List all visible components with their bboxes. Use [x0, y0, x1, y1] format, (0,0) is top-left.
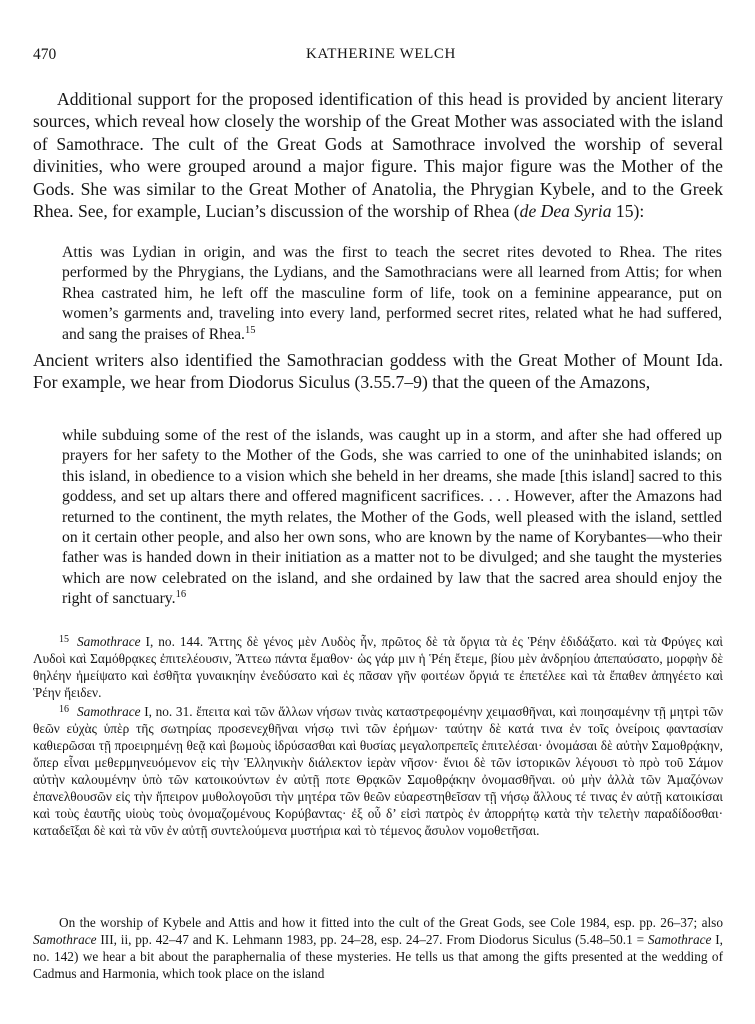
running-head: KATHERINE WELCH: [306, 46, 456, 62]
paragraph-1: Additional support for the proposed identification of this head is provided by ancient literary sources, which reveal how closely the worship of the Great Mother was associated with the island of Samothrace. The cult of the Great Gods at Samothrace involved the worship of several divinities, who were grouped around a major figure. This major figure was the Mother of the Gods. She was similar to the Great Mother of Anatolia, the Phrygian Kybele, and to the Greek Rhea. See, for example, Lucian’s discussion of the worship of Rhea (de Dea Syria 15):: [33, 89, 723, 222]
footnote-16-continuation: On the worship of Kybele and Attis and how it fitted into the cult of the Great Gods, see Cole 1984, esp. pp. 26–37; also Samothrace III, ii, pp. 42–47 and K. Lehmann 1983, pp. 24–28, esp. 24–27. From Diodorus Siculus (5.48–50.1 = Samothrace I, no. 142) we hear a bit about the paraphernalia of these mysteries. He tells us that among the gifts presented at the wedding of Cadmus and Harmonia, which took place on the island: [33, 915, 723, 981]
footnote-16: $^{16}$ Samothrace I, no. 31. ἔπειτα καὶ τῶν ἄλλων νήσων τινὰς καταστρεφομένην χειμασθῆναι, καὶ ποιησαμένην τῇ μητρὶ τῶν θεῶν εὐχὰς ὑπὲρ τῆς σωτηρίας προσενεχθῆναι νήσῳ τινὶ τῶν ἐρήμων· ταύτην δὲ κατά τινα ἐν τοῖς ὀνείροις φαντασίαν καθιερῶσαι τῇ προειρημένῃ θεᾷ καὶ βωμοὺς ἱδρύσασθαι καὶ θυσίας μεγαλοπρεπεῖς ἐπιτελέσαι· ὀνομάσαι δὲ αὐτὴν Σαμοθρᾴκην, ὅπερ εἶναι μεθερμηνευόμενον εἰς τὴν Ἑλληνικὴν διάλεκτον ἱερὰν νῆσον· ἔνιοι δὲ τῶν ἱστορικῶν λέγουσι τὸ πρὸ τοῦ Σάμον αὐτὴν καλουμένην ὑπὸ τῶν κατοικούντων ἐν αὐτῇ ποτε Θρᾳκῶν Σαμοθρᾴκην ὀνομασθῆναι. οὐ μὴν ἀλλὰ τῶν Ἀμαζόνων ἐπανελθουσῶν εἰς τὴν ἤπειρον μυθολογοῦσι τὴν μητέρα τῶν θεῶν εὐαρεστηθεῖσαν τῇ νήσῳ ἄλλους τέ τινας ἐν αὐτῇ κατοικίσαι καὶ τοὺς ἑαυτῆς υἱοὺς τοὺς ὀνομαζομένους Κορύβαντας· ἐξ οὗ δ’ εἰσὶ πατρὸς ἐν ἀπορρήτῳ κατὰ τὴν τελετὴν παραδίδοσθαι· καταδεῖξαι δὲ καὶ τὰ νῦν ἐν αὐτῇ συντελούμενα μυστήρια καὶ τὸ τέμενος ἄσυλον νομοθετῆσαι.: [33, 704, 723, 838]
greek-text: ἔπειτα καὶ τῶν ἄλλων νήσων τινὰς καταστρεφομένην χειμασθῆναι, καὶ ποιησαμένην τῇ μητρὶ τῶν θεῶν εὐχὰς ὑπὲρ τῆς σωτηρίας προσενεχθῆναι νήσῳ τινὶ τῶν ἐρήμων· ταύτην δὲ κατά τινα ἐν τοῖς ὀνείροις φαντασίαν καθιερῶσαι τῇ προειρημένῃ θεᾷ καὶ βωμοὺς ἱδρύσασθαι καὶ θυσίας μεγαλοπρεπεῖς ἐπιτελέσαι· ὀνομάσαι δὲ αὐτὴν Σαμοθρᾴκην, ὅπερ εἶναι μεθερμηνευόμενον εἰς τὴν Ἑλληνικὴν διάλεκτον ἱερὰν νῆσον· ἔνιοι δὲ τῶν ἱστορικῶν λέγουσι τὸ πρὸ τοῦ Σάμον αὐτὴν καλουμένην ὑπὸ τῶν κατοικούντων ἐν αὐτῇ ποτε Θρᾳκῶν Σαμοθρᾴκην ὀνομασθῆναι. οὐ μὴν ἀλλὰ τῶν Ἀμαζόνων ἐπανελθουσῶν εἰς τὴν ἤπειρον μυθολογοῦσι τὴν μητέρα τῶν θεῶν εὐαρεστηθεῖσαν τῇ νήσῳ ἄλλους τέ τινας ἐν αὐτῇ κατοικίσαι καὶ τοὺς ἑαυτῆς υἱοὺς τοὺς ὀνομαζομένους Κορύβαντας· ἐξ οὗ δ’ εἰσὶ πατρὸς ἐν ἀπορρήτῳ κατὰ τὴν τελετὴν παραδίδοσθαι· καταδεῖξαι δὲ καὶ τὰ νῦν ἐν αὐτῇ συντελούμενα μυστήρια καὶ τὸ τέμενος ἄσυλον νομοθετῆσαι.: [33, 704, 723, 838]
footnote-15: $^{15}$ Samothrace I, no. 144. Ἄττης δὲ γένος μὲν Λυδὸς ἦν, πρῶτος δὲ τὰ ὄργια τὰ ἐς Ῥέην ἐδιδάξατο. καὶ τὰ Φρύγες καὶ Λυδοὶ καὶ Σαμόθρᾳκες ἐπιτελέουσιν, Ἄττεω πάντα ἔμαθον· ὡς γάρ μιν ἡ Ῥέη ἔτεμε, βίου μὲν ἀνδρηίου ἀπεπαύσατο, μορφὴν δὲ θηλέην ἠμείψατο καὶ ἐσθῆτα γυναικηίην ἐνεδύσατο καὶ ἐς πᾶσαν γῆν φοιτέων ὄργιά τε ἐπετέλεε καὶ τὰ ἔπαθεν ἀπηγέετο καὶ Ῥέην ἤειδεν.: [33, 634, 723, 700]
page-number: 470: [33, 46, 57, 63]
block-quote-diodorus: while subduing some of the rest of the islands, was caught up in a storm, and after she had offered up prayers for her safety to the Mother of the Gods, she was carried to one of the uninhabited islands; on this island, in obedience to a vision which she beheld in her dreams, she made [this island] sacred to this goddess, and set up altars there and offered magnificent sacrifices. . . . However, after the Amazons had returned to the continent, the myth relates, the Mother of the Gods, well pleased with the island, settled on it certain other people, and also her own sons, who are known by the name of Korybantes—who their father was is handed down in their initiation as a matter not to be divulged; and she taught the mysteries which are now celebrated on the island, and she ordained by law that the sacred area should enjoy the right of sanctuary.$^{16}$: [62, 427, 722, 608]
footnote-number: 15: [59, 634, 69, 645]
greek-text: Ἄττης δὲ γένος μὲν Λυδὸς ἦν, πρῶτος δὲ τὰ ὄργια τὰ ἐς Ῥέην ἐδιδάξατο. καὶ τὰ Φρύγες καὶ Λυδοὶ καὶ Σαμόθρᾳκες ἐπιτελέουσιν, Ἄττεω πάντα ἔμαθον· ὡς γάρ μιν ἡ Ῥέη ἔτεμε, βίου μὲν ἀνδρηίου ἀπεπαύσατο, μορφὴν δὲ θηλέην ἠμείψατο καὶ ἐσθῆτα γυναικηίην ἐνεδύσατο καὶ ἐς πᾶσαν γῆν φοιτέων ὄργιά τε ἐπετέλεε καὶ τὰ ἔπαθεν ἀπηγέετο καὶ Ῥέην ἤειδεν.: [33, 634, 723, 700]
footnote-number: 16: [59, 704, 69, 715]
block-quote-lucian: Attis was Lydian in origin, and was the first to teach the secret rites devoted to Rhea. The rites performed by the Phrygians, the Lydians, and the Samothracians were all learned from Attis; for when Rhea castrated him, he left off the masculine form of life, took on a feminine appearance, put on women’s garments and, traveling into every land, performed secret rites, related what he had suffered, and sang the praises of Rhea.$^{15}$: [62, 244, 722, 343]
paragraph-2: Ancient writers also identified the Samothracian goddess with the Great Mother of Mount Ida. For example, we hear from Diodorus Siculus (3.55.7–9) that the queen of the Amazons,: [33, 350, 723, 393]
citation-title: de Dea Syria: [519, 201, 612, 222]
page-header: [33, 46, 729, 70]
footnote-ref-15: 15: [244, 324, 256, 336]
footnote-ref-16: 16: [175, 589, 187, 601]
